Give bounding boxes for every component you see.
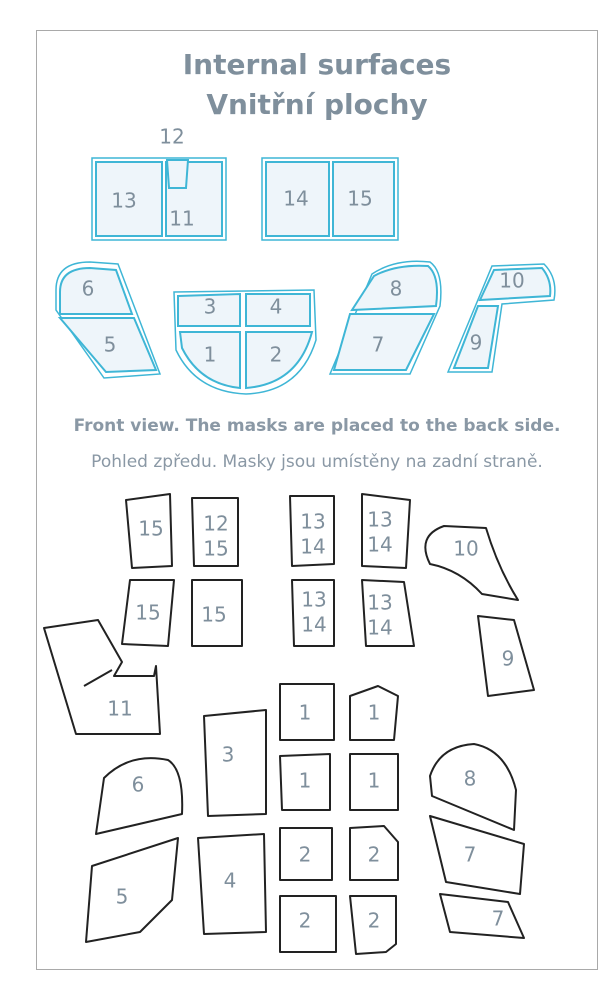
mask-label: 15 — [201, 602, 227, 627]
mask-label: 2 — [298, 908, 312, 933]
mask-7-b — [440, 894, 524, 938]
mask-9 — [478, 616, 534, 696]
mask-13-14-a — [290, 496, 334, 566]
mask-label: 7 — [463, 842, 477, 867]
mask-13-14-d — [362, 580, 414, 646]
front-panel-left — [56, 262, 160, 378]
mask-1-c — [280, 754, 330, 810]
mask-1-a — [280, 684, 334, 740]
mask-label-bottom: 15 — [203, 536, 229, 561]
mask-label: 6 — [131, 772, 145, 797]
label-10: 10 — [499, 268, 525, 293]
mask-2-d — [350, 896, 396, 954]
label-4: 4 — [269, 294, 283, 319]
mask-8 — [430, 744, 516, 830]
mask-label: 2 — [298, 842, 312, 867]
mask-2-a — [280, 828, 332, 880]
mask-label: 1 — [367, 700, 381, 725]
mask-label-top: 13 — [367, 590, 393, 615]
mask-1-d — [350, 754, 398, 810]
label-12: 12 — [159, 124, 185, 149]
label-11: 11 — [169, 206, 195, 231]
mask-label: 2 — [367, 842, 381, 867]
label-8: 8 — [389, 276, 403, 301]
mask-label: 9 — [501, 646, 515, 671]
mask-label-top: 13 — [300, 509, 326, 534]
label-1: 1 — [203, 342, 217, 367]
label-9: 9 — [469, 330, 483, 355]
note-english: Front view. The masks are placed to the back side. — [73, 416, 561, 436]
mask-label: 2 — [367, 908, 381, 933]
mask-15-b — [122, 580, 174, 646]
mask-1-b — [350, 686, 398, 740]
title-czech: Vnitřní plochy — [206, 88, 428, 121]
label-3: 3 — [203, 294, 217, 319]
mask-label: 1 — [298, 700, 312, 725]
mask-label-bottom: 14 — [367, 532, 393, 557]
mask-label-top: 12 — [203, 511, 229, 536]
label-14: 14 — [283, 186, 309, 211]
label-6: 6 — [81, 276, 95, 301]
mask-label: 5 — [115, 884, 129, 909]
label-15: 15 — [347, 186, 373, 211]
mask-label-bottom: 14 — [367, 615, 393, 640]
mask-label: 1 — [298, 768, 312, 793]
mask-4 — [198, 834, 266, 934]
front-panel-right — [330, 261, 441, 374]
mask-10 — [425, 526, 518, 600]
label-13: 13 — [111, 188, 137, 213]
mask-15-a — [126, 494, 172, 568]
mask-label: 10 — [453, 536, 479, 561]
mask-label-top: 13 — [301, 587, 327, 612]
mask-2-c — [280, 896, 336, 952]
label-7: 7 — [371, 332, 385, 357]
mask-13-14-c — [292, 580, 334, 646]
note-czech: Pohled zpředu. Masky jsou umístěny na zadní straně. — [91, 452, 543, 472]
title-english: Internal surfaces — [182, 48, 452, 81]
mask-label-bottom: 14 — [300, 534, 326, 559]
front-panel-far-right — [448, 264, 555, 372]
front-panel-center — [174, 290, 316, 394]
mask-label: 11 — [107, 696, 133, 721]
label-5: 5 — [103, 332, 117, 357]
mask-label: 8 — [463, 766, 477, 791]
mask-15-c — [192, 580, 242, 646]
mask-12-15 — [192, 498, 238, 566]
front-panel-top-right — [262, 158, 398, 240]
mask-2-b — [350, 826, 398, 880]
mask-3 — [204, 710, 266, 816]
mask-label: 7 — [491, 906, 505, 931]
mask-label: 15 — [138, 516, 164, 541]
front-panel-top-left — [92, 125, 226, 241]
mask-label: 1 — [367, 768, 381, 793]
mask-13-14-b — [362, 494, 410, 568]
mask-label-bottom: 14 — [301, 612, 327, 637]
mask-label: 15 — [135, 600, 161, 625]
mask-5 — [86, 838, 178, 942]
mask-label-top: 13 — [367, 507, 393, 532]
label-2: 2 — [269, 342, 283, 367]
mask-label: 4 — [223, 868, 237, 893]
mask-label: 3 — [221, 742, 235, 767]
mask-6 — [96, 758, 182, 834]
